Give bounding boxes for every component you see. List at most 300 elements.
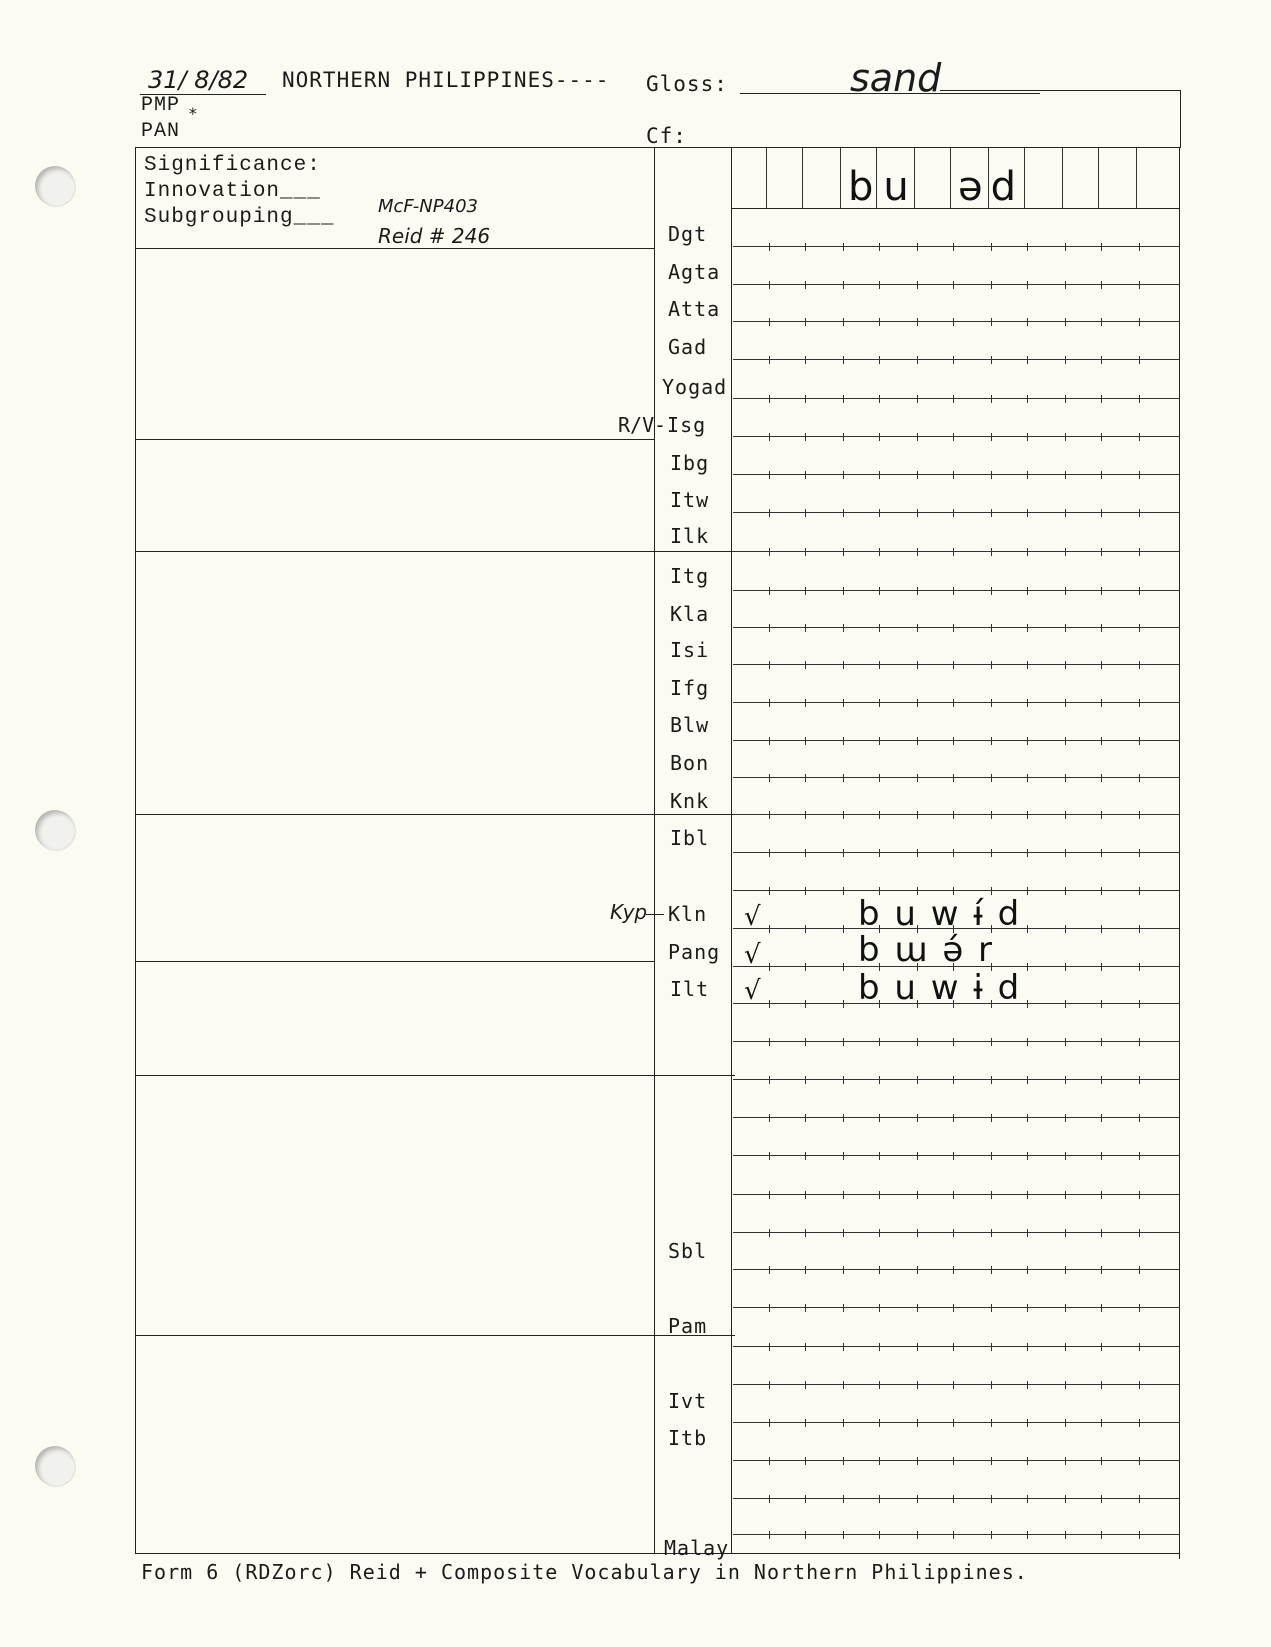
grid-tick xyxy=(805,1343,806,1351)
grid-tick xyxy=(769,548,770,556)
grid-row xyxy=(733,359,1179,360)
grid-tick xyxy=(917,587,918,595)
grid-row xyxy=(733,474,1179,475)
grid-tick xyxy=(879,1304,880,1312)
gloss-label: Gloss: xyxy=(646,72,728,96)
grid-tick xyxy=(991,1495,992,1503)
grid-tick xyxy=(917,1381,918,1389)
grid-tick xyxy=(1101,509,1102,517)
grid-tick xyxy=(1027,963,1028,971)
grid-tick xyxy=(805,433,806,441)
grid-tick xyxy=(991,548,992,556)
grid-tick xyxy=(843,737,844,745)
grid-tick xyxy=(1101,661,1102,669)
grid-tick xyxy=(879,281,880,289)
grid-tick xyxy=(843,624,844,632)
grid-tick xyxy=(769,1304,770,1312)
language-malay: Malay xyxy=(664,1536,730,1560)
grid-tick xyxy=(769,1191,770,1199)
grid-row xyxy=(733,551,1179,552)
grid-tick xyxy=(1027,925,1028,933)
grid-row xyxy=(733,890,1179,891)
innovation-label: Innovation___ xyxy=(144,180,321,203)
grid-tick xyxy=(805,281,806,289)
grid-tick xyxy=(1027,1531,1028,1539)
language-itw: Itw xyxy=(670,488,710,512)
grid-tick xyxy=(1027,1152,1028,1160)
language-agta: Agta xyxy=(668,260,721,284)
grid-tick xyxy=(1065,1152,1066,1160)
grid-tick xyxy=(879,587,880,595)
grid-tick xyxy=(1101,1531,1102,1539)
grid-tick xyxy=(917,509,918,517)
grid-tick xyxy=(879,699,880,707)
header-cell-divider xyxy=(1136,148,1137,208)
grid-tick xyxy=(1101,1419,1102,1427)
grid-tick xyxy=(1139,318,1140,326)
language-ivt: Ivt xyxy=(668,1389,708,1413)
grid-tick xyxy=(1027,737,1028,745)
grid-tick xyxy=(953,433,954,441)
grid-tick xyxy=(953,624,954,632)
grid-tick xyxy=(769,1419,770,1427)
grid-tick xyxy=(879,1531,880,1539)
grid-tick xyxy=(879,1114,880,1122)
grid-tick xyxy=(991,318,992,326)
grid-tick xyxy=(1027,661,1028,669)
grid-tick xyxy=(843,699,844,707)
grid-tick xyxy=(991,1457,992,1465)
grid-tick xyxy=(953,243,954,251)
grid-tick xyxy=(953,811,954,819)
grid-tick xyxy=(1139,1191,1140,1199)
language-yogad: Yogad xyxy=(662,375,728,399)
grid-tick xyxy=(805,1000,806,1008)
grid-tick xyxy=(843,1152,844,1160)
grid-tick xyxy=(1139,587,1140,595)
grid-tick xyxy=(991,737,992,745)
grid-tick xyxy=(953,699,954,707)
section-divider-1 xyxy=(135,248,655,249)
grid-tick xyxy=(991,1343,992,1351)
grid-tick xyxy=(843,849,844,857)
grid-tick xyxy=(1139,699,1140,707)
grid-tick xyxy=(1101,699,1102,707)
grid-tick xyxy=(879,548,880,556)
grid-tick xyxy=(769,356,770,364)
grid-tick xyxy=(843,509,844,517)
grid-tick xyxy=(917,1266,918,1274)
grid-tick xyxy=(879,356,880,364)
footer-text: Form 6 (RDZorc) Reid + Composite Vocabulary in Northern Philippines. xyxy=(141,1560,1028,1584)
language-atta: Atta xyxy=(668,297,721,321)
grid-tick xyxy=(843,1000,844,1008)
grid-tick xyxy=(1101,624,1102,632)
grid-tick xyxy=(1027,509,1028,517)
grid-tick xyxy=(1101,849,1102,857)
grid-tick xyxy=(991,1038,992,1046)
grid-tick xyxy=(879,433,880,441)
grid-tick xyxy=(1101,433,1102,441)
gloss-value: sand xyxy=(850,56,942,100)
grid-tick xyxy=(769,624,770,632)
grid-tick xyxy=(805,1266,806,1274)
grid-tick xyxy=(1065,1229,1066,1237)
grid-tick xyxy=(917,318,918,326)
grid-tick xyxy=(1065,624,1066,632)
grid-tick xyxy=(769,1266,770,1274)
reconstruction-part-2: əd xyxy=(958,164,1024,210)
grid-tick xyxy=(1101,243,1102,251)
grid-tick xyxy=(843,433,844,441)
grid-tick xyxy=(1101,1038,1102,1046)
kln-prefix: Kyp xyxy=(610,900,648,924)
grid-tick xyxy=(1027,1343,1028,1351)
grid-tick xyxy=(1065,243,1066,251)
grid-tick xyxy=(953,1114,954,1122)
grid-tick xyxy=(843,1266,844,1274)
language-pam: Pam xyxy=(668,1314,708,1338)
grid-tick xyxy=(805,1191,806,1199)
grid-tick xyxy=(1027,699,1028,707)
grid-tick xyxy=(879,1152,880,1160)
grid-tick xyxy=(1027,624,1028,632)
grid-tick xyxy=(769,433,770,441)
pmp-label: PMP xyxy=(141,94,181,117)
grid-tick xyxy=(1027,1229,1028,1237)
grid-tick xyxy=(1027,1381,1028,1389)
grid-row xyxy=(733,321,1179,322)
grid-tick xyxy=(1027,587,1028,595)
grid-tick xyxy=(1101,963,1102,971)
grid-tick xyxy=(843,661,844,669)
grid-tick xyxy=(953,1457,954,1465)
grid-tick xyxy=(917,737,918,745)
grid-tick xyxy=(805,1038,806,1046)
grid-tick xyxy=(1027,1114,1028,1122)
grid-tick xyxy=(1027,395,1028,403)
section-divider-6 xyxy=(135,1075,735,1076)
grid-tick xyxy=(1101,1000,1102,1008)
grid-tick xyxy=(1139,1531,1140,1539)
grid-tick xyxy=(953,318,954,326)
header-cell-divider xyxy=(1024,148,1025,208)
grid-tick xyxy=(1139,1038,1140,1046)
grid-tick xyxy=(769,587,770,595)
grid-tick xyxy=(1139,1457,1140,1465)
grid-row xyxy=(733,1155,1179,1156)
grid-tick xyxy=(1027,774,1028,782)
grid-tick xyxy=(805,661,806,669)
grid-tick xyxy=(1065,963,1066,971)
grid-tick xyxy=(769,1152,770,1160)
grid-tick xyxy=(1139,548,1140,556)
grid-tick xyxy=(879,395,880,403)
grid-row xyxy=(733,1460,1179,1461)
section-divider-5 xyxy=(135,961,655,962)
language-itb: Itb xyxy=(668,1426,708,1450)
grid-tick xyxy=(1139,243,1140,251)
grid-tick xyxy=(917,699,918,707)
region-title: NORTHERN PHILIPPINES---- xyxy=(282,68,610,92)
grid-tick xyxy=(991,1152,992,1160)
grid-tick xyxy=(769,963,770,971)
grid-tick xyxy=(805,509,806,517)
grid-tick xyxy=(805,774,806,782)
grid-tick xyxy=(1065,281,1066,289)
grid-tick xyxy=(1101,774,1102,782)
grid-tick xyxy=(1027,1457,1028,1465)
pan-label: PAN xyxy=(141,120,181,143)
grid-tick xyxy=(805,356,806,364)
grid-tick xyxy=(769,699,770,707)
grid-tick xyxy=(879,1038,880,1046)
grid-tick xyxy=(1139,509,1140,517)
grid-tick xyxy=(953,1076,954,1084)
grid-tick xyxy=(953,1495,954,1503)
grid-row xyxy=(733,1269,1179,1270)
grid-tick xyxy=(991,699,992,707)
grid-tick xyxy=(1065,395,1066,403)
grid-tick xyxy=(1027,1191,1028,1199)
grid-tick xyxy=(1065,1343,1066,1351)
grid-tick xyxy=(879,1381,880,1389)
grid-tick xyxy=(917,1191,918,1199)
grid-tick xyxy=(843,1076,844,1084)
grid-tick xyxy=(917,1304,918,1312)
grid-tick xyxy=(917,1343,918,1351)
grid-row xyxy=(733,1079,1179,1080)
grid-tick xyxy=(1101,1495,1102,1503)
grid-tick xyxy=(917,1114,918,1122)
grid-tick xyxy=(843,1343,844,1351)
grid-tick xyxy=(805,1152,806,1160)
grid-row xyxy=(733,1041,1179,1042)
grid-tick xyxy=(1101,1229,1102,1237)
grid-tick xyxy=(991,1531,992,1539)
grid-tick xyxy=(1065,1266,1066,1274)
grid-tick xyxy=(843,925,844,933)
grid-tick xyxy=(953,281,954,289)
grid-tick xyxy=(1139,1114,1140,1122)
grid-row xyxy=(733,1384,1179,1385)
kln-dash xyxy=(646,914,664,915)
grid-tick xyxy=(879,737,880,745)
grid-tick xyxy=(1139,1076,1140,1084)
subgrouping-label: Subgrouping___ xyxy=(144,206,335,229)
grid-tick xyxy=(879,624,880,632)
grid-tick xyxy=(1101,1457,1102,1465)
grid-tick xyxy=(769,661,770,669)
grid-tick xyxy=(991,433,992,441)
grid-tick xyxy=(1101,1191,1102,1199)
grid-tick xyxy=(991,1114,992,1122)
grid-tick xyxy=(769,849,770,857)
grid-tick xyxy=(805,1229,806,1237)
language-itg: Itg xyxy=(670,564,710,588)
language-ibg: Ibg xyxy=(670,451,710,475)
grid-tick xyxy=(1065,737,1066,745)
grid-tick xyxy=(1065,548,1066,556)
grid-tick xyxy=(879,849,880,857)
grid-tick xyxy=(1065,699,1066,707)
grid-tick xyxy=(1101,1114,1102,1122)
grid-tick xyxy=(769,925,770,933)
grid-tick xyxy=(805,471,806,479)
grid-tick xyxy=(1065,509,1066,517)
grid-tick xyxy=(991,811,992,819)
grid-tick xyxy=(1065,471,1066,479)
grid-tick xyxy=(1027,318,1028,326)
grid-tick xyxy=(805,587,806,595)
grid-tick xyxy=(1139,1266,1140,1274)
pang-form: b ɯ ə́ r xyxy=(858,930,995,970)
grid-tick xyxy=(769,1343,770,1351)
grid-tick xyxy=(1027,1304,1028,1312)
column-divider-left xyxy=(654,147,655,1553)
header-grid-bottom xyxy=(731,208,1180,209)
grid-tick xyxy=(879,1495,880,1503)
grid-tick xyxy=(769,471,770,479)
grid-tick xyxy=(953,471,954,479)
punch-hole-middle xyxy=(35,810,75,850)
grid-tick xyxy=(805,395,806,403)
cf-label: Cf: xyxy=(646,124,687,148)
grid-row xyxy=(733,740,1179,741)
grid-tick xyxy=(1101,356,1102,364)
language-sbl: Sbl xyxy=(668,1239,708,1263)
grid-tick xyxy=(769,1076,770,1084)
grid-tick xyxy=(1065,774,1066,782)
grid-tick xyxy=(917,1076,918,1084)
grid-tick xyxy=(879,1191,880,1199)
grid-tick xyxy=(1065,1191,1066,1199)
punch-hole-top xyxy=(35,166,75,206)
language-blw: Blw xyxy=(670,713,710,737)
grid-tick xyxy=(805,925,806,933)
grid-row xyxy=(733,398,1179,399)
grid-tick xyxy=(843,318,844,326)
header-cell-divider xyxy=(1062,148,1063,208)
grid-tick xyxy=(879,1457,880,1465)
grid-tick xyxy=(1065,318,1066,326)
grid-tick xyxy=(917,1229,918,1237)
grid-tick xyxy=(1139,281,1140,289)
grid-tick xyxy=(1065,1531,1066,1539)
isg-prefix: R/V xyxy=(618,413,655,437)
grid-tick xyxy=(1139,1229,1140,1237)
grid-tick xyxy=(843,774,844,782)
grid-row xyxy=(733,1498,1179,1499)
grid-tick xyxy=(805,1381,806,1389)
form-right-border xyxy=(1179,147,1180,1559)
header-box-right xyxy=(1180,90,1181,148)
language-ilk: Ilk xyxy=(670,524,710,548)
grid-tick xyxy=(991,1381,992,1389)
grid-tick xyxy=(917,661,918,669)
grid-tick xyxy=(991,1304,992,1312)
grid-tick xyxy=(1027,243,1028,251)
grid-row xyxy=(733,627,1179,628)
grid-tick xyxy=(843,1495,844,1503)
language-kla: Kla xyxy=(670,602,710,626)
grid-row xyxy=(733,852,1179,853)
grid-tick xyxy=(1065,1038,1066,1046)
grid-row xyxy=(733,1307,1179,1308)
grid-row xyxy=(733,814,1179,815)
grid-tick xyxy=(843,281,844,289)
grid-tick xyxy=(1101,587,1102,595)
grid-tick xyxy=(1027,1266,1028,1274)
grid-tick xyxy=(1027,281,1028,289)
grid-tick xyxy=(991,1419,992,1427)
grid-tick xyxy=(1101,281,1102,289)
grid-tick xyxy=(769,1495,770,1503)
grid-tick xyxy=(1101,887,1102,895)
grid-tick xyxy=(917,774,918,782)
grid-tick xyxy=(769,737,770,745)
grid-tick xyxy=(1027,887,1028,895)
grid-tick xyxy=(991,1229,992,1237)
grid-tick xyxy=(805,1114,806,1122)
grid-tick xyxy=(991,356,992,364)
language-kln: Kln xyxy=(668,902,708,926)
header-cell-divider xyxy=(766,148,767,208)
grid-tick xyxy=(1027,471,1028,479)
header-box-top xyxy=(940,90,1180,91)
grid-tick xyxy=(843,1419,844,1427)
grid-tick xyxy=(1139,661,1140,669)
date: 31/ 8/82 xyxy=(148,66,249,94)
grid-tick xyxy=(917,624,918,632)
grid-tick xyxy=(1101,811,1102,819)
language-isi: Isi xyxy=(670,638,710,662)
grid-tick xyxy=(1065,887,1066,895)
grid-tick xyxy=(991,281,992,289)
grid-tick xyxy=(805,737,806,745)
grid-tick xyxy=(843,356,844,364)
grid-tick xyxy=(843,1381,844,1389)
grid-tick xyxy=(1139,963,1140,971)
grid-tick xyxy=(1065,925,1066,933)
grid-tick xyxy=(1139,849,1140,857)
grid-tick xyxy=(953,1531,954,1539)
grid-tick xyxy=(843,887,844,895)
grid-tick xyxy=(879,243,880,251)
grid-tick xyxy=(769,1038,770,1046)
grid-tick xyxy=(1139,925,1140,933)
grid-tick xyxy=(1065,1495,1066,1503)
grid-tick xyxy=(917,1419,918,1427)
grid-tick xyxy=(953,737,954,745)
grid-tick xyxy=(1139,811,1140,819)
grid-tick xyxy=(805,1495,806,1503)
grid-tick xyxy=(1101,395,1102,403)
grid-tick xyxy=(843,1457,844,1465)
grid-row xyxy=(733,1534,1179,1535)
grid-tick xyxy=(1139,1304,1140,1312)
grid-tick xyxy=(1101,1381,1102,1389)
grid-tick xyxy=(769,811,770,819)
grid-tick xyxy=(769,1381,770,1389)
grid-tick xyxy=(769,509,770,517)
grid-tick xyxy=(1139,1419,1140,1427)
grid-tick xyxy=(1065,1419,1066,1427)
grid-tick xyxy=(769,281,770,289)
grid-tick xyxy=(1101,318,1102,326)
grid-tick xyxy=(805,1531,806,1539)
grid-tick xyxy=(843,395,844,403)
